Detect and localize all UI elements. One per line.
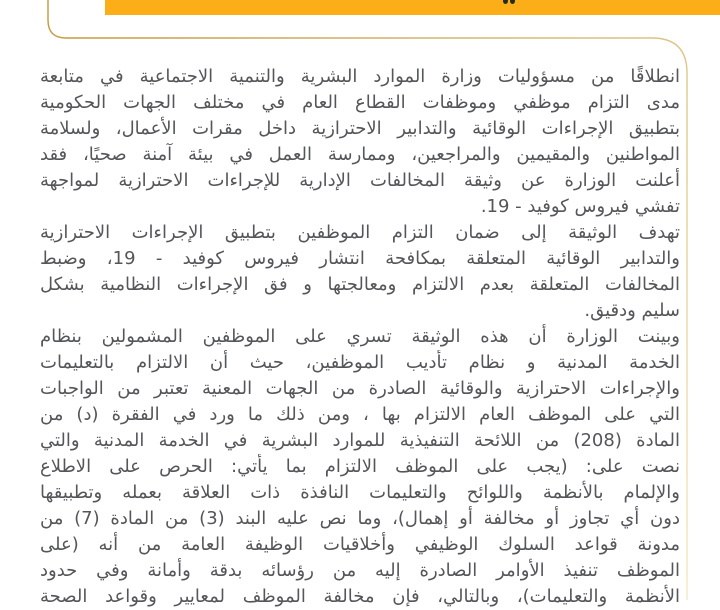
text-line: المخالفات المتعلقة بعدم الالتزام ومعالجتها و فق الإجراءات النظامية بشكل bbox=[40, 274, 680, 295]
text-line: والتدابير الوقائية المتعلقة بمكافحة انتشار فيروس كوفيد - 19، وضبط bbox=[40, 248, 680, 269]
text-line: الأنظمة والتعليمات)، وبالتالي، فإن مخالفة الموظف لمعايير وقواعد الصحة bbox=[40, 586, 680, 607]
text-line: تهدف الوثيقة إلى ضمان التزام الموظفين بتطبيق الإجراءات الاحترازية bbox=[40, 222, 680, 243]
text-line: والإلمام بالأنظمة واللوائح والتعليمات النافذة ذات العلاقة بعمله وتطبيقها bbox=[40, 482, 680, 503]
text-line: المادة (208) من اللائحة التنفيذية للموارد البشرية في الخدمة المدنية والتي bbox=[40, 430, 680, 451]
text-line: الموظف تنفيذ الأوامر الصادرة إليه من رؤسائه بدقة وأمانة وفي حدود bbox=[40, 560, 680, 581]
text-line: نصت على: (يجب على الموظف الالتزام بما يأتي: الحرص على الاطلاع bbox=[40, 456, 680, 477]
text-line: الخدمة المدنية و نظام تأديب الموظفين، حيث أن الالتزام بالتعليمات bbox=[40, 352, 680, 373]
text-line: مدى التزام موظفي وموظفات القطاع العام في مختلف الجهات الحكومية bbox=[40, 92, 680, 113]
text-line: سليم ودقيق. bbox=[584, 300, 680, 321]
text-line: دون أي تجاوز أو مخالفة أو إهمال)، وما نص عليه البند (3) من المادة (7) من bbox=[40, 508, 680, 529]
text-line: المواطنين والمقيمين والمراجعين، وممارسة العمل في بيئة آمنة صحيًا، فقد bbox=[40, 144, 680, 165]
text-line: انطلاقًا من مسؤوليات وزارة الموارد البشرية والتنمية الاجتماعية في متابعة bbox=[40, 66, 680, 87]
article-text bbox=[40, 64, 680, 610]
text-line: والإجراءات الاحترازية والوقائية الصادرة من الجهات المعنية تعتبر من الواجبات bbox=[40, 378, 680, 399]
text-line: بتطبيق الإجراءات الوقائية والتدابير الاحترازية داخل مقرات الأعمال، ولسلامة bbox=[40, 118, 680, 139]
text-line: مدونة قواعد السلوك الوظيفي وأخلاقيات الوظيفة العامة من أنه (على bbox=[40, 534, 680, 555]
text-line: تفشي فيروس كوفيد - 19. bbox=[480, 196, 680, 217]
band-dot-icon bbox=[510, 0, 515, 4]
text-line: وبينت الوزارة أن هذه الوثيقة تسري على الموظفين المشمولين بنظام bbox=[40, 326, 680, 347]
band-dot-icon bbox=[503, 0, 508, 4]
header-accent-band bbox=[105, 0, 720, 15]
text-line: أعلنت الوزارة عن وثيقة المخالفات الإدارية للإجراءات الاحترازية لمواجهة bbox=[40, 170, 680, 191]
text-line: التي على الموظف العام الالتزام بها ، ومن ذلك ما ورد في الفقرة (د) من bbox=[40, 404, 680, 425]
